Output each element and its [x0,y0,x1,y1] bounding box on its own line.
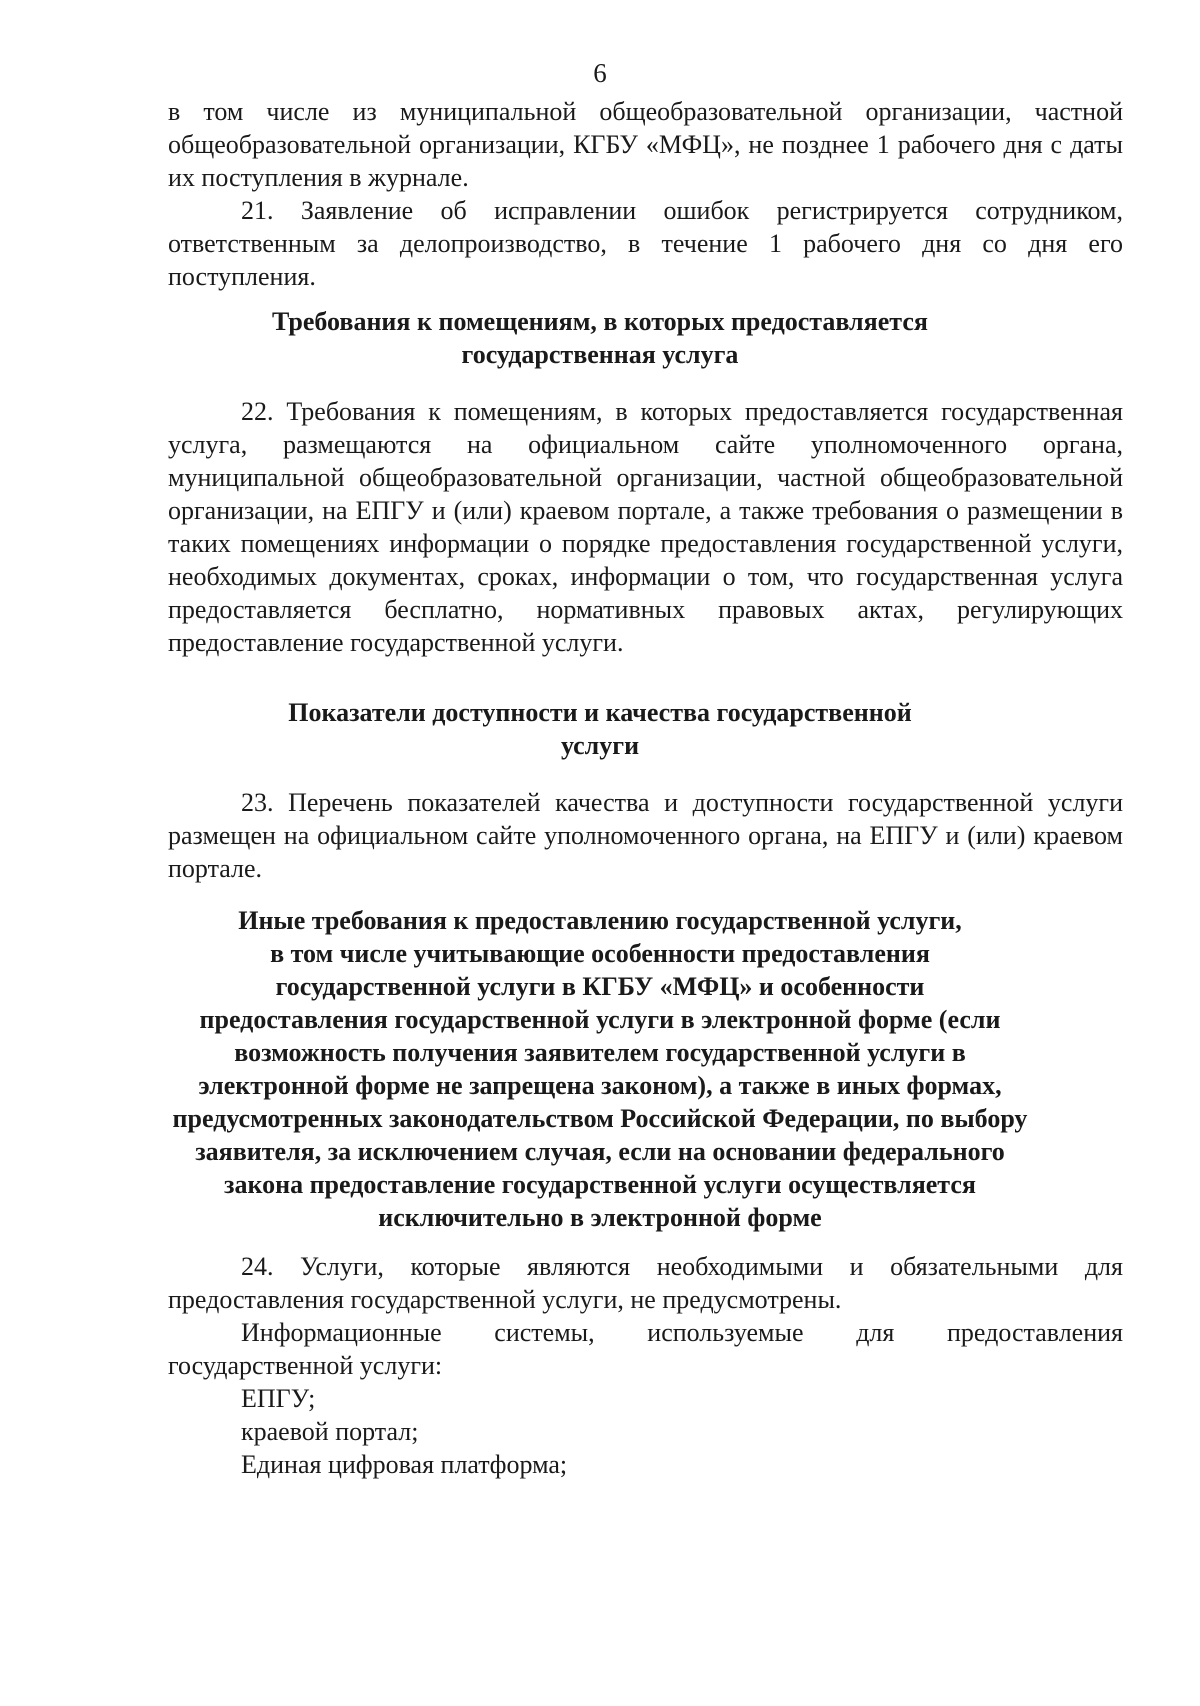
page-number: 6 [593,58,607,88]
heading-line: государственной услуги в КГБУ «МФЦ» и особенности [275,972,925,1001]
text-block-2 [168,395,1123,659]
heading-line: услуги [560,731,640,760]
heading-line: Требования к помещениям, в которых предоставляется [272,307,928,336]
heading-other-requirements [0,904,1200,1234]
heading-line: заявителя, за исключением случая, если на основании федерального [195,1137,1005,1166]
heading-premises [0,305,1200,371]
text-block-4 [168,1250,1123,1481]
text-block-3 [168,786,1123,885]
heading-line: предоставления государственной услуги в электронной форме (если [199,1005,1001,1034]
heading-line: Показатели доступности и качества государственной [288,698,912,727]
list-item: краевой портал; [241,1417,419,1446]
heading-indicators [0,696,1200,762]
text-block-1 [168,95,1123,293]
heading-line: в том числе учитывающие особенности предоставления [270,939,930,968]
heading-line: Иные требования к предоставлению государственной услуги, [238,906,962,935]
heading-line: исключительно в электронной форме [378,1203,822,1232]
heading-line: электронной форме не запрещена законом), а также в иных формах, [198,1071,1002,1100]
paragraph-23: 23. Перечень показателей качества и доступности государственной услуги размещен на официальном сайте уполномоченного органа, на ЕПГУ и (или) краевом портале. [168,788,1123,883]
paragraph-22: 22. Требования к помещениям, в которых предоставляется государственная услуга, размещаются на официальном сайте уполномоченного органа, муниципальной общеобразовательной организации, частной общеобразовательной организации, на ЕПГУ и (или) краевом портале, а также требования о размещении в таких помещениях информации о порядке предоставления государственной услуги, необходимых документах, сроках, информации о том, что государственная услуга предоставляется бесплатно, нормативных правовых актах, регулирующих предоставление государственной услуги. [168,397,1123,657]
paragraph-24-systems: Информационные системы, используемые для предоставления государственной услуги: [168,1318,1123,1380]
heading-line: возможность получения заявителем государственной услуги в [234,1038,966,1067]
list-item: Единая цифровая платформа; [241,1450,568,1479]
paragraph-24: 24. Услуги, которые являются необходимыми и обязательными для предоставления государственной услуги, не предусмотрены. [168,1252,1123,1314]
paragraph-20-continuation: в том числе из муниципальной общеобразовательной организации, частной общеобразовательной организации, КГБУ «МФЦ», не позднее 1 рабочего дня с даты их поступления в журнале. [168,97,1123,192]
paragraph-21: 21. Заявление об исправлении ошибок регистрируется сотрудником, ответственным за делопроизводство, в течение 1 рабочего дня со дня его поступления. [168,196,1123,291]
heading-line: закона предоставление государственной услуги осуществляется [224,1170,976,1199]
heading-line: государственная услуга [461,340,739,369]
list-item: ЕПГУ; [241,1384,316,1413]
heading-line: предусмотренных законодательством Российской Федерации, по выбору [172,1104,1028,1133]
